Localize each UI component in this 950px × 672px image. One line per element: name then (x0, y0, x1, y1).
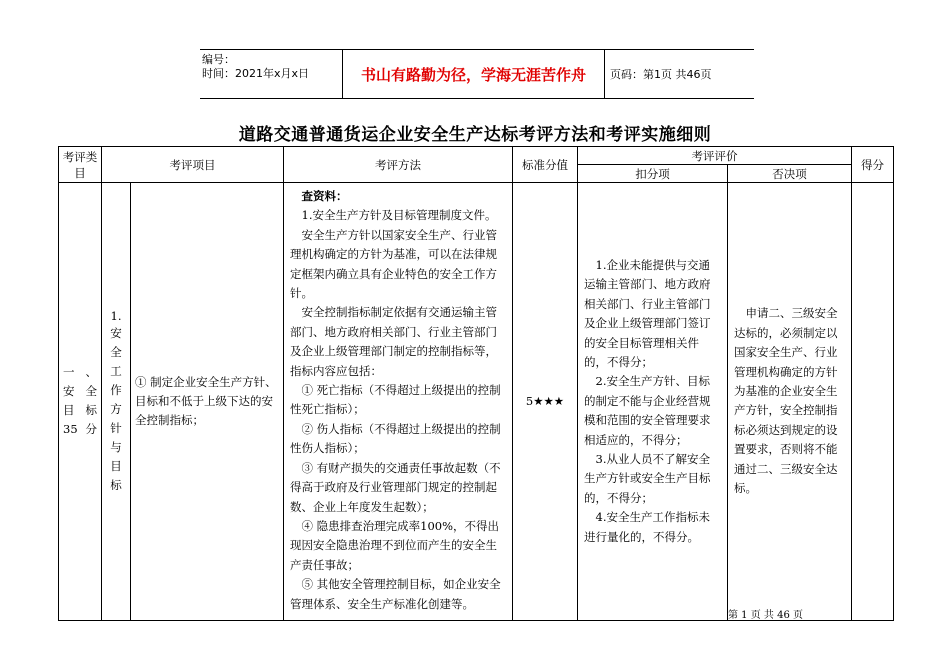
method-line: 安全生产方针以国家安全生产、行业管理机构确定的方针为基准，可以在法律规定框架内确立具有企业特色的安全工作方针。 (290, 227, 497, 301)
method-cell (284, 183, 513, 621)
category-text: 一、安全目标35分 (63, 365, 97, 437)
item-desc-cell (131, 183, 284, 621)
veto-cell (728, 183, 852, 621)
method-line: ⑤ 其他安全管理控制目标，如企业安全管理体系、安全生产标准化创建等。 (290, 577, 501, 611)
header-page-info: 页码：第1页 共46页 (610, 68, 712, 81)
method-line: 1.安全生产方针及目标管理制度文件。 (301, 208, 497, 223)
header-score-standard: 标准分值 (513, 147, 578, 183)
item-number: 1. (110, 308, 122, 323)
method-label: 查资料： (301, 189, 348, 203)
header-evaluation: 考评评价 (578, 147, 852, 165)
item-description: ① 制定企业安全生产方针、目标和不低于上级下达的安全控制指标； (135, 374, 277, 427)
header-item: 考评项目 (102, 147, 284, 183)
header-veto: 否决项 (728, 165, 852, 183)
header-score: 得分 (852, 147, 894, 183)
method-line: 安全控制指标制定依据有交通运输主管部门、地方政府相关部门、行业主管部门及企业上级管理部门制定的控制指标等，指标内容应包括： (290, 305, 497, 378)
document-title: 道路交通普通货运企业安全生产达标考评方法和考评实施细则 (238, 125, 712, 145)
time-label: 时间：2021年x月x日 (202, 67, 310, 80)
method-line: ④ 隐患排查治理完成率100%，不得出现因安全隐患治理不到位而产生的安全生产责任事故； (290, 518, 500, 572)
method-line: ① 死亡指标（不得超过上级提出的控制性死亡指标）； (290, 383, 501, 417)
header-category: 考评类目 (59, 147, 102, 183)
header-meta (202, 50, 342, 101)
score-cell (852, 183, 894, 621)
evaluation-table (58, 146, 894, 621)
method-line: ② 伤人指标（不得超过上级提出的控制性伤人指标）； (290, 421, 501, 456)
page-footer: 第 1 页 共 46 页 (728, 610, 803, 621)
veto-text: 申请二、三级安全达标的，必须制定以国家安全生产、行业管理机构确定的方针为基准的企业安全生产方针，安全控制指标必须达到规定的设置要求，否则将不能通过二、三级安全达标。 (734, 306, 838, 496)
item-title: 安全工作方针与目标 (110, 325, 122, 492)
method-line: ③ 有财产损失的交通责任事故起数（不得高于政府及行业管理部门规定的控制起数、企业上年度发生起数）； (290, 460, 501, 514)
page-header (200, 49, 754, 99)
deduct-line: 1.企业未能提供与交通运输主管部门、地方政府相关部门、行业主管部门及企业上级管理部门签订的安全目标管理相关件的，不得分； (584, 257, 711, 369)
header-deduct: 扣分项 (578, 165, 728, 183)
deduct-line: 4.安全生产工作指标未进行量化的，不得分。 (584, 510, 710, 544)
deduct-cell (578, 183, 728, 621)
score-standard-cell: 5★★★ (513, 183, 578, 621)
category-cell (59, 183, 102, 621)
item-cell (102, 183, 131, 621)
header-method: 考评方法 (284, 147, 513, 183)
number-label: 编号： (202, 53, 235, 66)
deduct-line: 3.从业人员不了解安全生产方针或安全生产目标的，不得分； (584, 451, 711, 505)
header-slogan: 书山有路勤为径，学海无涯苦作舟 (342, 50, 605, 98)
deduct-line: 2.安全生产方针、目标的制定不能与企业经营规模和范围的安全管理要求相适应的，不得分； (584, 374, 711, 447)
